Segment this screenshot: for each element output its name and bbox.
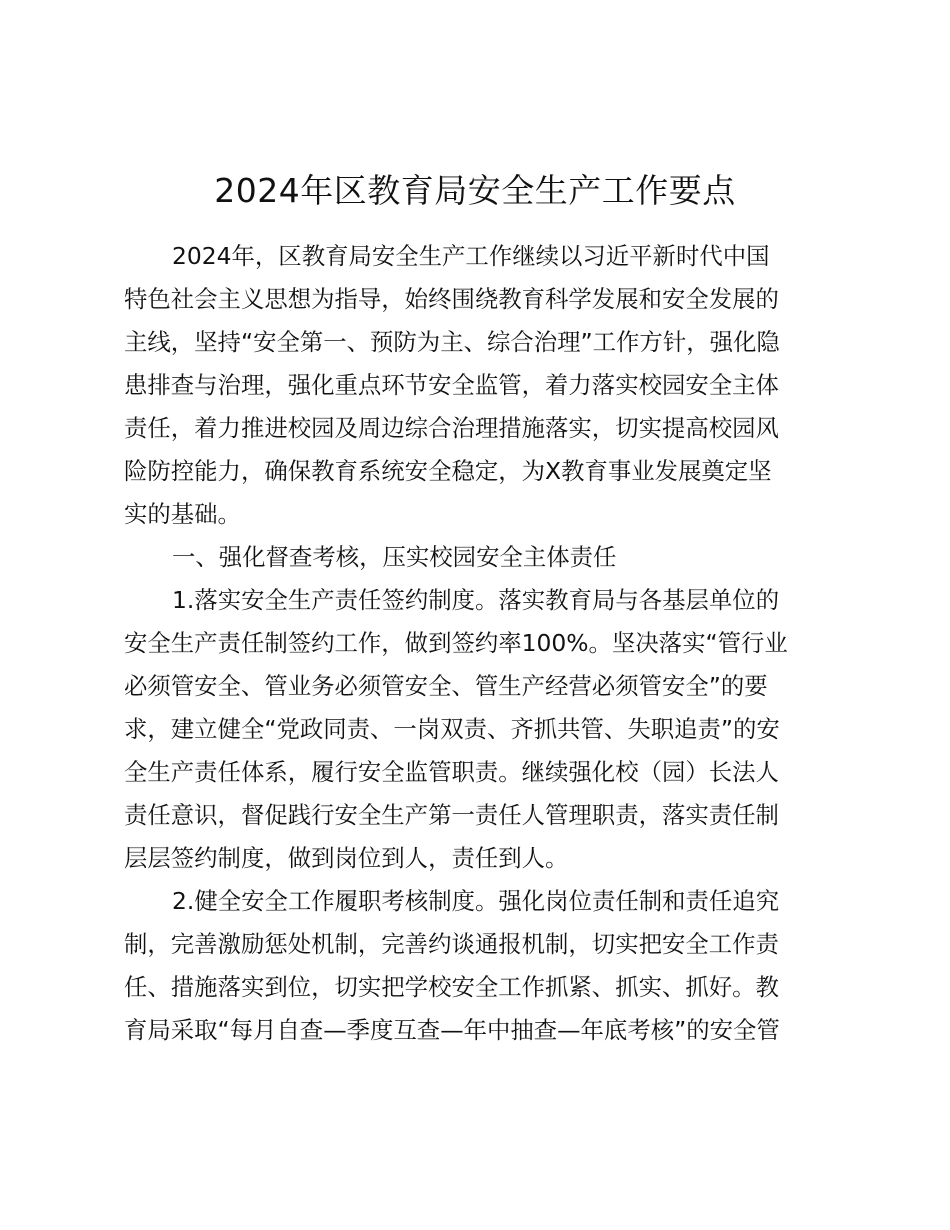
paragraph-line: 育局采取“每月自查—季度互查—年中抽查—年底考核”的安全管	[124, 1016, 780, 1044]
document-body	[124, 235, 836, 1052]
paragraph-line: 2.健全安全工作履职考核制度。强化岗位责任制和责任追究	[172, 887, 780, 915]
paragraph-line: 实的基础。	[124, 500, 241, 528]
section-heading: 一、强化督查考核，压实校园安全主体责任	[172, 543, 617, 571]
paragraph-line: 求，建立健全“党政同责、一岗双责、齐抓共管、失职追责”的安	[124, 715, 780, 743]
document-title: 2024年区教育局安全生产工作要点	[214, 171, 736, 210]
paragraph-line: 制，完善激励惩处机制，完善约谈通报机制，切实把安全工作责	[124, 930, 779, 958]
paragraph-line: 责任，着力推进校园及周边综合治理措施落实，切实提高校园风	[124, 414, 779, 442]
paragraph-line: 2024年，区教育局安全生产工作继续以习近平新时代中国	[172, 242, 770, 270]
paragraph-line: 全生产责任体系，履行安全监管职责。继续强化校（园）长法人	[124, 758, 779, 786]
paragraph-line: 安全生产责任制签约工作，做到签约率100%。坚决落实“管行业	[124, 629, 788, 657]
paragraph-line: 1.落实安全生产责任签约制度。落实教育局与各基层单位的	[172, 586, 780, 614]
paragraph-line: 特色社会主义思想为指导，始终围绕教育科学发展和安全发展的	[124, 285, 779, 313]
paragraph-line: 必须管安全、管业务必须管安全、管生产经营必须管安全”的要	[124, 672, 768, 700]
paragraph-line: 责任意识，督促践行安全生产第一责任人管理职责，落实责任制	[124, 801, 779, 829]
paragraph-line: 险防控能力，确保教育系统安全稳定，为X教育事业发展奠定坚	[124, 457, 772, 485]
paragraph-line: 层层签约制度，做到岗位到人，责任到人。	[124, 844, 569, 872]
paragraph-line: 患排查与治理，强化重点环节安全监管，着力落实校园安全主体	[124, 371, 779, 399]
paragraph-line: 主线，坚持“安全第一、预防为主、综合治理”工作方针，强化隐	[124, 328, 780, 356]
paragraph-line: 任、措施落实到位，切实把学校安全工作抓紧、抓实、抓好。教	[124, 973, 779, 1001]
